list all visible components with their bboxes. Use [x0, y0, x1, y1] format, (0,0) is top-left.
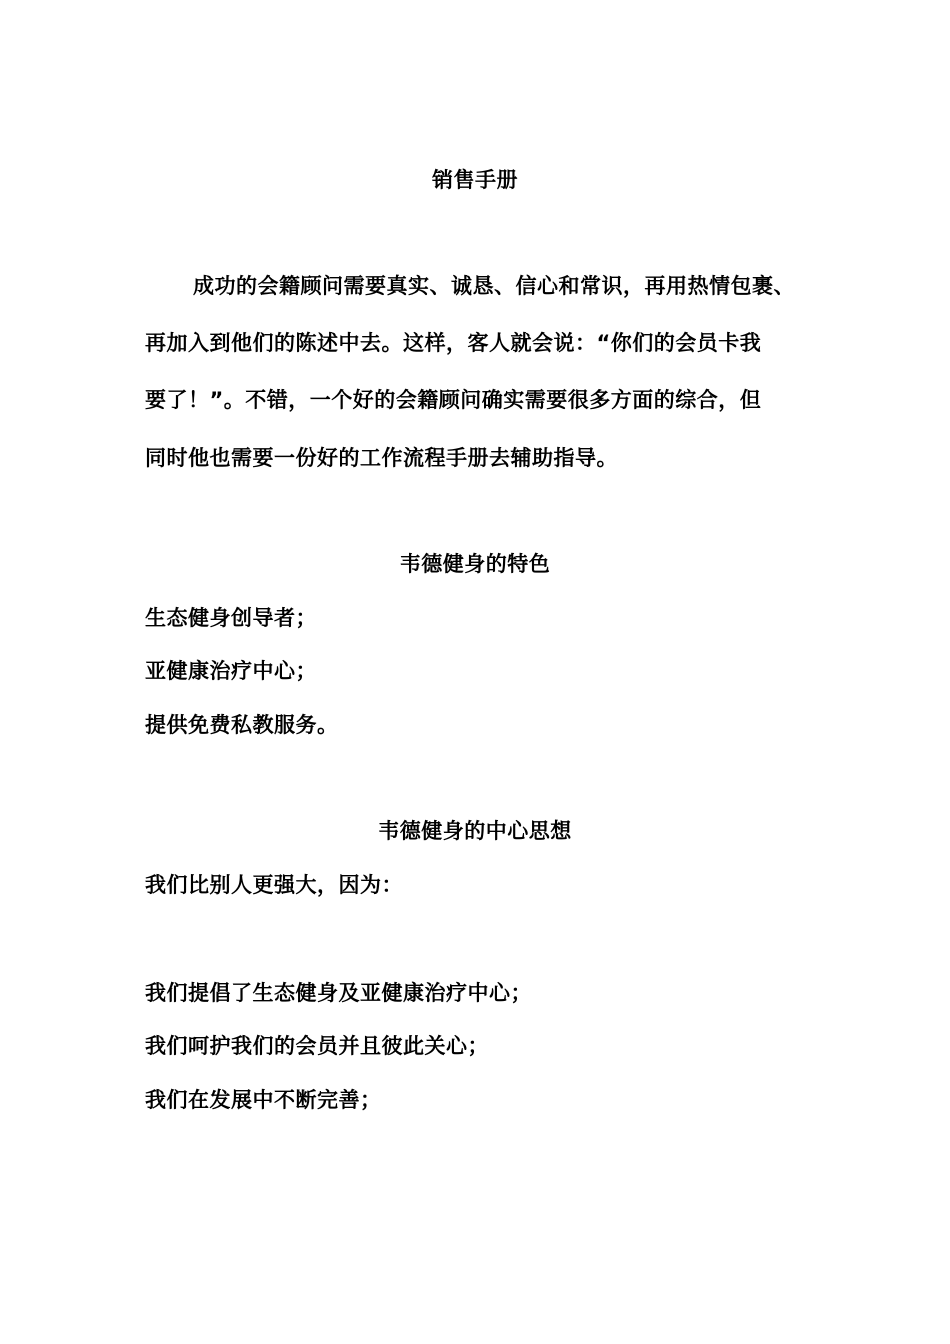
features-heading: 韦德健身的特色: [399, 552, 551, 576]
philosophy-item: 我们在发展中不断完善；: [145, 1088, 382, 1112]
philosophy-item: 我们提倡了生态健身及亚健康治疗中心；: [145, 981, 532, 1005]
intro-line: 要了！”。不错，一个好的会籍顾问确实需要很多方面的综合，但: [145, 388, 762, 412]
philosophy-lead: 我们比别人更强大，因为：: [145, 873, 403, 897]
feature-item: 亚健康治疗中心；: [145, 659, 317, 683]
philosophy-heading: 韦德健身的中心思想: [378, 819, 572, 843]
intro-line: 再加入到他们的陈述中去。这样，客人就会说：“你们的会员卡我: [145, 331, 762, 355]
intro-line: 同时他也需要一份好的工作流程手册去辅助指导。: [145, 446, 618, 470]
feature-item: 提供免费私教服务。: [145, 713, 339, 737]
document-title: 销售手册: [432, 168, 518, 192]
philosophy-item: 我们呵护我们的会员并且彼此关心；: [145, 1034, 489, 1058]
intro-line: 成功的会籍顾问需要真实、诚恳、信心和常识，再用热情包裹、: [193, 274, 795, 298]
feature-item: 生态健身创导者；: [145, 606, 317, 630]
